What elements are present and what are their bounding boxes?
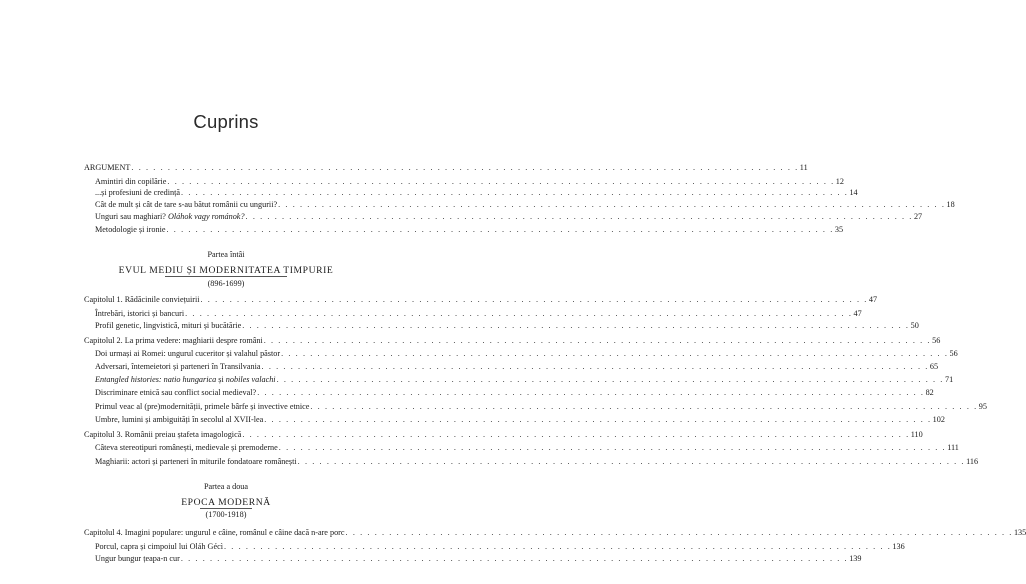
toc-subentry[interactable] bbox=[95, 187, 858, 198]
page-number: 56 bbox=[932, 336, 941, 345]
page-number: 18 bbox=[946, 200, 955, 209]
entry-title: Unguri sau maghiari? Oláhok vagy románok? bbox=[95, 212, 245, 221]
toc-subentry[interactable] bbox=[95, 374, 954, 385]
toc-entry[interactable] bbox=[84, 335, 941, 346]
entry-title: Profil genetic, lingvistică, mituri și bucătărie bbox=[95, 321, 242, 330]
toc-subentry[interactable] bbox=[95, 224, 844, 235]
dot-leader: . . . . . . . . . . . . . . . . . . . . . . . . . . . . . . . . . . . . . . . . . . . . . . . . . . . . . . . . . . . . . . . . . . . . . . . . . . . . . . . . . . . . . . . . . . . . bbox=[200, 295, 868, 304]
entry-title: ...și profesiuni de credință bbox=[95, 188, 181, 197]
page-number: 102 bbox=[932, 415, 945, 424]
entry-title: Doi urmași ai Romei: ungurul cuceritor și valahul păstor bbox=[95, 349, 281, 358]
dot-leader: . . . . . . . . . . . . . . . . . . . . . . . . . . . . . . . . . . . . . . . . . . . . . . . . . . . . . . . . . . . . . . . . . . . . . . . . . . . . . . . . . . . . . . . . . . . . bbox=[278, 443, 947, 452]
toc-subentry[interactable] bbox=[95, 199, 955, 210]
entry-title: Adversari, întemeietori și parteneri în Transilvania bbox=[95, 362, 261, 371]
page-number: 12 bbox=[835, 177, 844, 186]
page-number: 139 bbox=[849, 554, 862, 563]
toc-subentry[interactable] bbox=[95, 361, 939, 372]
entry-title: Capitolul 3. Românii preiau ștafeta imagologică bbox=[84, 430, 242, 439]
page-number: 111 bbox=[947, 443, 959, 452]
dot-leader: . . . . . . . . . . . . . . . . . . . . . . . . . . . . . . . . . . . . . . . . . . . . . . . . . . . . . . . . . . . . . . . . . . . . . . . . . . . . . . . . . . . . . . . . . . . . bbox=[281, 349, 949, 358]
dot-leader: . . . . . . . . . . . . . . . . . . . . . . . . . . . . . . . . . . . . . . . . . . . . . . . . . . . . . . . . . . . . . . . . . . . . . . . . . . . . . . . . . . . . . . . . . . . . bbox=[276, 375, 944, 384]
dot-leader: . . . . . . . . . . . . . . . . . . . . . . . . . . . . . . . . . . . . . . . . . . . . . . . . . . . . . . . . . . . . . . . . . . . . . . . . . . . . . . . . . . . . . . . . . . . . bbox=[180, 554, 849, 563]
page-title: Cuprins bbox=[193, 111, 259, 132]
page-number: 47 bbox=[853, 309, 862, 318]
toc-subentry[interactable] bbox=[95, 387, 934, 398]
entry-title: Capitolul 2. La prima vedere: maghiarii despre români bbox=[84, 336, 263, 345]
dot-leader: . . . . . . . . . . . . . . . . . . . . . . . . . . . . . . . . . . . . . . . . . . . . . . . . . . . . . . . . . . . . . . . . . . . . . . . . . . . . . . . . . . . . . . . . . . . . bbox=[167, 177, 835, 186]
entry-title: Entangled histories: natio hungarica și nobiles valachi bbox=[95, 375, 276, 384]
entry-title: Discriminare etnică sau conflict social medieval? bbox=[95, 388, 257, 397]
entry-title: Primul veac al (pre)modernității, primele bârfe și invective etnice bbox=[95, 402, 310, 411]
part-title: EVUL MEDIU ȘI MODERNITATEA TIMPURIE bbox=[118, 265, 334, 276]
page-number: 135 bbox=[1013, 528, 1026, 537]
dot-leader: . . . . . . . . . . . . . . . . . . . . . . . . . . . . . . . . . . . . . . . . . . . . . . . . . . . . . . . . . . . . . . . . . . . . . . . . . . . . . . . . . . . . . . . . . . . . bbox=[297, 457, 966, 466]
toc-subentry[interactable] bbox=[95, 442, 959, 453]
toc-subentry[interactable] bbox=[95, 401, 987, 412]
entry-title: Umbre, lumini și ambiguități în secolul al XVII-lea bbox=[95, 415, 264, 424]
entry-title: Porcul, capra și cimpoiul lui Oláh Gécì bbox=[95, 542, 224, 551]
toc-subentry[interactable] bbox=[95, 456, 979, 467]
toc-subentry[interactable] bbox=[95, 320, 919, 331]
page-number: 35 bbox=[834, 225, 844, 234]
dot-leader: . . . . . . . . . . . . . . . . . . . . . . . . . . . . . . . . . . . . . . . . . . . . . . . . . . . . . . . . . . . . . . . . . . . . . . . . . . . . . . . . . . . . . . . . . . . . bbox=[242, 321, 910, 330]
dot-leader: . . . . . . . . . . . . . . . . . . . . . . . . . . . . . . . . . . . . . . . . . . . . . . . . . . . . . . . . . . . . . . . . . . . . . . . . . . . . . . . . . . . . . . . . . . . . bbox=[261, 362, 929, 371]
toc-entry[interactable] bbox=[84, 162, 808, 173]
dot-leader: . . . . . . . . . . . . . . . . . . . . . . . . . . . . . . . . . . . . . . . . . . . . . . . . . . . . . . . . . . . . . . . . . . . . . . . . . . . . . . . . . . . . . . . . . . . . bbox=[263, 336, 932, 345]
entry-title: Ungur bungur țeapa-n cur bbox=[95, 554, 180, 563]
toc-entry[interactable] bbox=[84, 429, 923, 440]
dot-leader: . . . . . . . . . . . . . . . . . . . . . . . . . . . . . . . . . . . . . . . . . . . . . . . . . . . . . . . . . . . . . . . . . . . . . . . . . . . . . . . . . . . . . . . . . . . . bbox=[242, 430, 910, 439]
part-label: Partea întâi bbox=[207, 250, 245, 259]
page-number: 136 bbox=[892, 542, 905, 551]
toc-entry[interactable] bbox=[84, 527, 1026, 538]
entry-title: Maghiarii: actori și parteneri în miturile fondatoare românești bbox=[95, 457, 297, 466]
part-title: EPOCA MODERNĂ bbox=[181, 497, 271, 508]
part-label: Partea a doua bbox=[203, 482, 249, 491]
dot-leader: . . . . . . . . . . . . . . . . . . . . . . . . . . . . . . . . . . . . . . . . . . . . . . . . . . . . . . . . . . . . . . . . . . . . . . . . . . . . . . . . . . . . . . . . . . . . bbox=[257, 388, 925, 397]
dot-leader: . . . . . . . . . . . . . . . . . . . . . . . . . . . . . . . . . . . . . . . . . . . . . . . . . . . . . . . . . . . . . . . . . . . . . . . . . . . . . . . . . . . . . . . . . . . . bbox=[245, 212, 913, 221]
entry-title: Întrebări, istorici și bancuri bbox=[95, 309, 185, 318]
dot-leader: . . . . . . . . . . . . . . . . . . . . . . . . . . . . . . . . . . . . . . . . . . . . . . . . . . . . . . . . . . . . . . . . . . . . . . . . . . . . . . . . . . . . . . . . . . . . bbox=[166, 225, 834, 234]
dot-leader: . . . . . . . . . . . . . . . . . . . . . . . . . . . . . . . . . . . . . . . . . . . . . . . . . . . . . . . . . . . . . . . . . . . . . . . . . . . . . . . . . . . . . . . . . . . . bbox=[278, 200, 946, 209]
page-number: 65 bbox=[929, 362, 939, 371]
entry-title: Capitolul 4. Imagini populare: ungurul e câine, românul e câine dacă n-are porc bbox=[84, 528, 345, 537]
page-number: 95 bbox=[978, 402, 987, 411]
toc-subentry[interactable] bbox=[95, 541, 905, 552]
entry-title: ARGUMENT bbox=[84, 163, 131, 172]
toc-subentry[interactable] bbox=[95, 553, 862, 564]
dot-leader: . . . . . . . . . . . . . . . . . . . . . . . . . . . . . . . . . . . . . . . . . . . . . . . . . . . . . . . . . . . . . . . . . . . . . . . . . . . . . . . . . . . . . . . . . . . . bbox=[264, 415, 932, 424]
page-number: 56 bbox=[949, 349, 958, 358]
page-number: 116 bbox=[966, 457, 979, 466]
part-years: (896-1699) bbox=[207, 279, 245, 288]
dot-leader: . . . . . . . . . . . . . . . . . . . . . . . . . . . . . . . . . . . . . . . . . . . . . . . . . . . . . . . . . . . . . . . . . . . . . . . . . . . . . . . . . . . . . . . . . . . . bbox=[185, 309, 853, 318]
part-rule bbox=[200, 508, 252, 509]
dot-leader: . . . . . . . . . . . . . . . . . . . . . . . . . . . . . . . . . . . . . . . . . . . . . . . . . . . . . . . . . . . . . . . . . . . . . . . . . . . . . . . . . . . . . . . . . . . . bbox=[345, 528, 1013, 537]
entry-title: Cât de mult și cât de tare s-au bătut românii cu ungurii? bbox=[95, 200, 278, 209]
page-number: 50 bbox=[910, 321, 919, 330]
entry-title: Metodologie și ironie bbox=[95, 225, 166, 234]
toc-subentry[interactable] bbox=[95, 176, 844, 187]
entry-title: Amintiri din copilărie bbox=[95, 177, 167, 186]
dot-leader: . . . . . . . . . . . . . . . . . . . . . . . . . . . . . . . . . . . . . . . . . . . . . . . . . . . . . . . . . . . . . . . . . . . . . . . . . . . . . . . . . . . . . . . . . . . . bbox=[131, 163, 799, 172]
dot-leader: . . . . . . . . . . . . . . . . . . . . . . . . . . . . . . . . . . . . . . . . . . . . . . . . . . . . . . . . . . . . . . . . . . . . . . . . . . . . . . . . . . . . . . . . . . . . bbox=[224, 542, 892, 551]
dot-leader: . . . . . . . . . . . . . . . . . . . . . . . . . . . . . . . . . . . . . . . . . . . . . . . . . . . . . . . . . . . . . . . . . . . . . . . . . . . . . . . . . . . . . . . . . . . . bbox=[310, 402, 978, 411]
toc-subentry[interactable] bbox=[95, 211, 923, 222]
page-number: 14 bbox=[849, 188, 858, 197]
toc-subentry[interactable] bbox=[95, 414, 945, 425]
page-number: 82 bbox=[925, 388, 934, 397]
page-number: 47 bbox=[868, 295, 878, 304]
toc-subentry[interactable] bbox=[95, 348, 958, 359]
entry-title: Capitolul 1. Rădăcinile conviețuirii bbox=[84, 295, 200, 304]
page-number: 27 bbox=[913, 212, 923, 221]
part-years: (1700-1918) bbox=[205, 510, 247, 519]
toc-entry[interactable] bbox=[84, 294, 878, 305]
page-number: 110 bbox=[910, 430, 923, 439]
page-number: 71 bbox=[944, 375, 954, 384]
part-rule bbox=[165, 276, 287, 277]
page-number: 11 bbox=[799, 163, 808, 172]
toc-subentry[interactable] bbox=[95, 308, 862, 319]
entry-title: Câteva stereotipuri românești, medievale și premoderne bbox=[95, 443, 278, 452]
dot-leader: . . . . . . . . . . . . . . . . . . . . . . . . . . . . . . . . . . . . . . . . . . . . . . . . . . . . . . . . . . . . . . . . . . . . . . . . . . . . . . . . . . . . . . . . . . . . bbox=[181, 188, 849, 197]
